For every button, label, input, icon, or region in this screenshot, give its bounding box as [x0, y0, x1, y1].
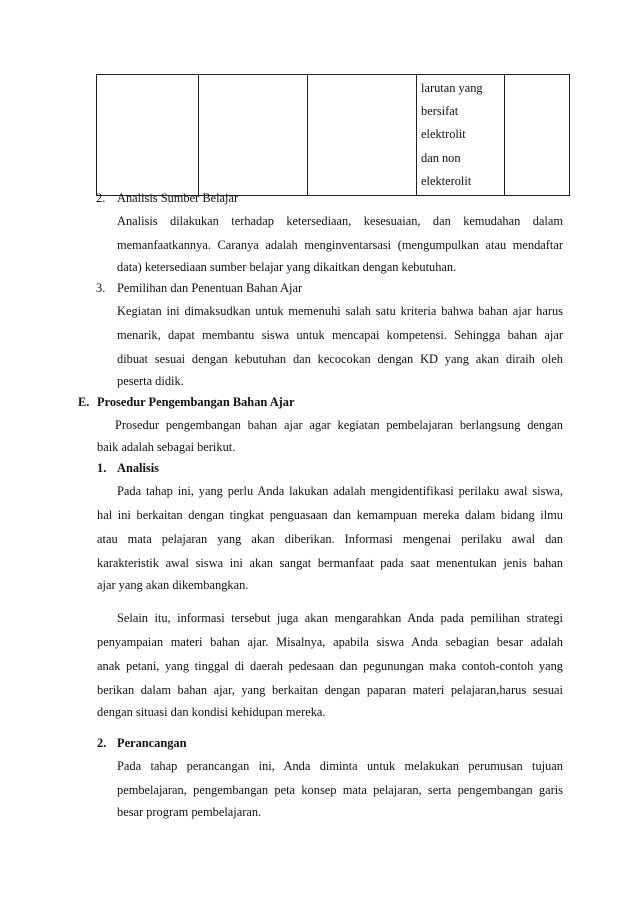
paragraph-line: ajar yang akan dikembangkan.	[97, 578, 249, 592]
paragraph-line: karakteristik awal siswa ini akan sangat bermanfaat pada saat menentukan jenis bahan	[97, 556, 563, 570]
paragraph-line: penyampaian materi bahan ajar. Misalnya, apabila siswa Anda sebagian besar adalah	[97, 635, 563, 649]
item-heading: Analisis Sumber Belajar	[117, 191, 239, 205]
cell-line: bersifat	[421, 104, 459, 119]
paragraph-line: Pada tahap ini, yang perlu Anda lakukan adalah mengidentifikasi perilaku awal siswa,	[117, 484, 563, 498]
paragraph-line: Pada tahap perancangan ini, Anda diminta untuk melakukan perumusan tujuan	[117, 759, 563, 773]
cell-line: dan non	[421, 150, 461, 165]
table-cell	[97, 75, 199, 196]
paragraph-line: dengan situasi dan kondisi kehidupan mereka.	[97, 705, 326, 719]
paragraph-line: dibuat sesuai dengan kebutuhan dan kecocokan dengan KD yang akan diraih oleh	[117, 352, 563, 366]
paragraph-line: Analisis dilakukan terhadap ketersediaan, kesesuaian, dan kemudahan dalam	[117, 214, 563, 228]
paragraph-line: hal ini berkaitan dengan tingkat penguasaan dan kemampuan mereka dalam bidang ilmu	[97, 508, 563, 522]
section-letter: E.	[78, 395, 90, 409]
paragraph-line: data) ketersediaan sumber belajar yang dikaitkan dengan kebutuhan.	[117, 260, 457, 274]
table-fragment	[96, 74, 570, 196]
table-cell	[308, 75, 417, 196]
section-heading: Prosedur Pengembangan Bahan Ajar	[97, 395, 295, 409]
table-cell	[199, 75, 308, 196]
paragraph-line: pembelajaran, pengembangan peta konsep mata pelajaran, serta pengembangan garis	[117, 783, 563, 797]
subsection-number: 1.	[97, 461, 107, 475]
subsection-number: 2.	[97, 736, 107, 750]
table-cell	[505, 75, 570, 196]
paragraph-line: berikan dalam bahan ajar, yang berkaitan dengan paparan materi pelajaran,harus sesuai	[97, 683, 563, 697]
paragraph-line: peserta didik.	[117, 374, 184, 388]
item-heading: Pemilihan dan Penentuan Bahan Ajar	[117, 281, 303, 295]
paragraph-line: baik adalah sebagai berikut.	[97, 440, 236, 454]
subsection-heading: Perancangan	[117, 736, 187, 750]
cell-line: elekterolit	[421, 173, 472, 188]
paragraph-line: besar program pembelajaran.	[117, 805, 262, 819]
paragraph-line: atau mata pelajaran yang akan diberikan. Informasi mengenai perilaku awal dan	[97, 532, 563, 546]
paragraph-line: Kegiatan ini dimaksudkan untuk memenuhi salah satu kriteria bahwa bahan ajar harus	[117, 304, 563, 318]
cell-line: elektrolit	[421, 127, 466, 142]
list-number: 2.	[96, 191, 106, 205]
paragraph-line: Selain itu, informasi tersebut juga akan mengarahkan Anda pada pemilihan strategi	[117, 611, 563, 625]
paragraph-line: Prosedur pengembangan bahan ajar agar kegiatan pembelajaran berlangsung dengan	[115, 418, 563, 432]
paragraph-line: anak petani, yang tinggal di daerah pedesaan dan pegunungan maka contoh-contoh yang	[97, 659, 563, 673]
table-row	[97, 75, 570, 196]
list-number: 3.	[96, 281, 106, 295]
paragraph-line: menarik, dapat membantu siswa untuk mencapai kompetensi. Sehingga bahan ajar	[117, 328, 563, 342]
subsection-heading: Analisis	[117, 461, 160, 475]
table-cell-description	[417, 75, 505, 196]
cell-line: larutan yang	[421, 81, 483, 95]
paragraph-line: memanfaatkannya. Caranya adalah menginventarsasi (mengumpulkan atau mendaftar	[117, 238, 563, 252]
